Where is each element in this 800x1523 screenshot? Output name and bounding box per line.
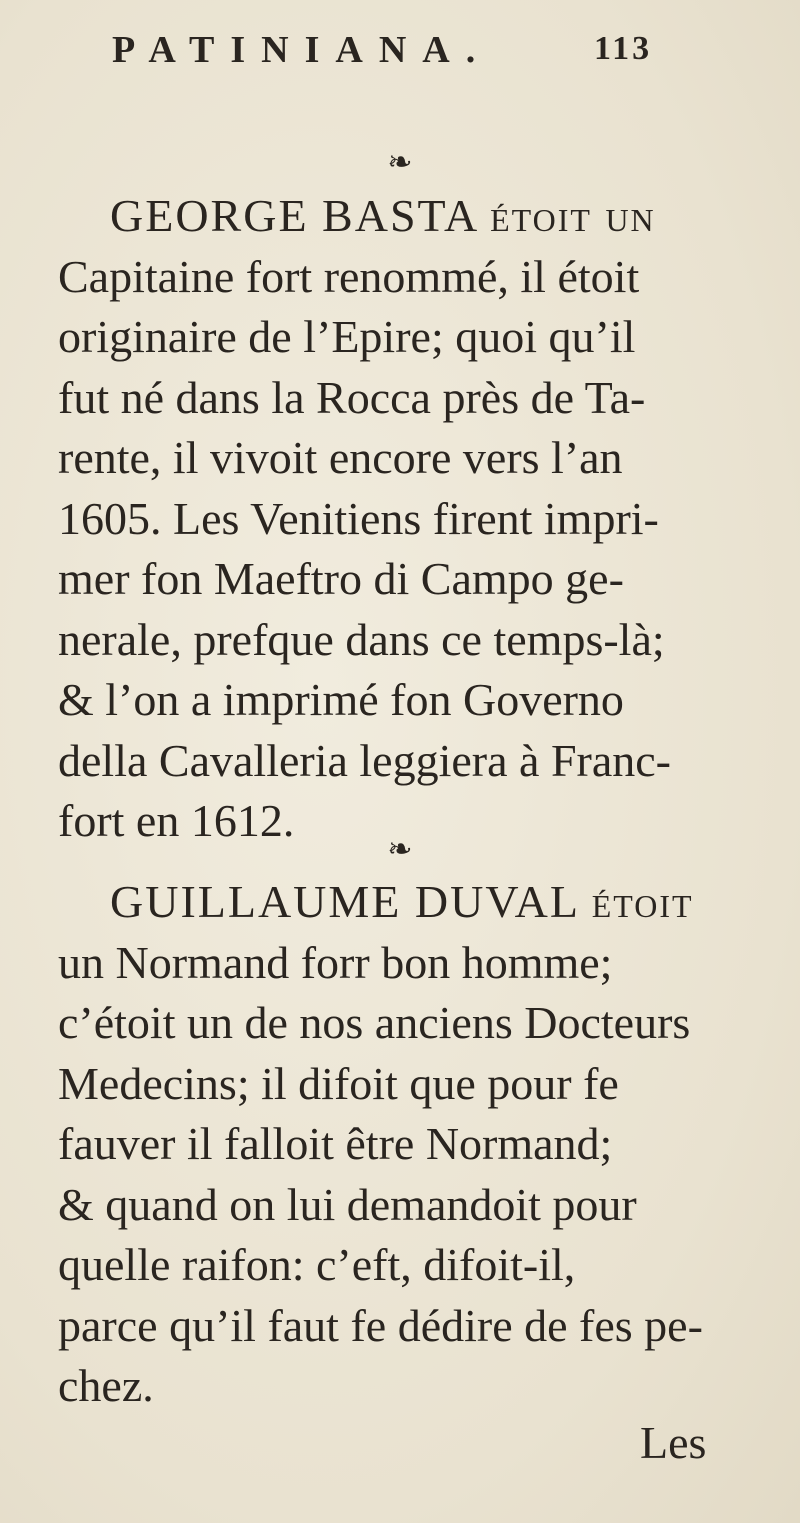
entry-line: Medecins; il difoit que pour fe [58,1057,619,1109]
entry-line: fauver il falloit être Normand; [58,1118,613,1169]
entry-line: quelle raifon: c’eft, difoit-il, [58,1239,576,1290]
entry-line: & quand on lui demandoit pour [58,1178,637,1230]
entry-line: & l’on a imprimé fon Governo [58,674,624,725]
running-title: PATINIANA. [112,29,492,71]
entry-line: della Cavalleria leggiera à Franc- [58,734,672,786]
entry-line: c’étoit un de nos anciens Docteurs [58,997,691,1048]
page-number: 113 [594,30,653,67]
entry-line: originaire de l’Epire; quoi qu’il [58,311,636,362]
entry-line: un Normand forr bon homme; [58,936,613,988]
entry-line: Capitaine fort renommé, il étoit [58,250,640,302]
entry-line: mer fon Maeftro di Campo ge- [58,553,624,604]
entry-george-basta [58,186,778,852]
entry-line: chez. [58,1360,154,1411]
entry-line: fort en 1612. [58,795,295,846]
entry-line: 1605. Les Venitiens firent impri- [58,492,659,544]
section-ornament-icon: ❧ [387,832,413,867]
page-header [0,28,800,78]
entry-line: nerale, prefque dans ce temps-là; [58,613,665,665]
entry-line: GEORGE BASTA étoit un [110,190,656,241]
entry-line: parce qu’il faut fe dédire de fes pe- [58,1299,703,1351]
entry-guillaume-duval [58,872,778,1417]
catchword: Les [640,1417,707,1468]
section-ornament-icon: ❧ [387,145,413,180]
entry-line: GUILLAUME DUVAL étoit [110,876,694,927]
entry-line: fut né dans la Rocca près de Ta- [58,371,646,423]
entry-line: rente, il vivoit encore vers l’an [58,432,623,483]
